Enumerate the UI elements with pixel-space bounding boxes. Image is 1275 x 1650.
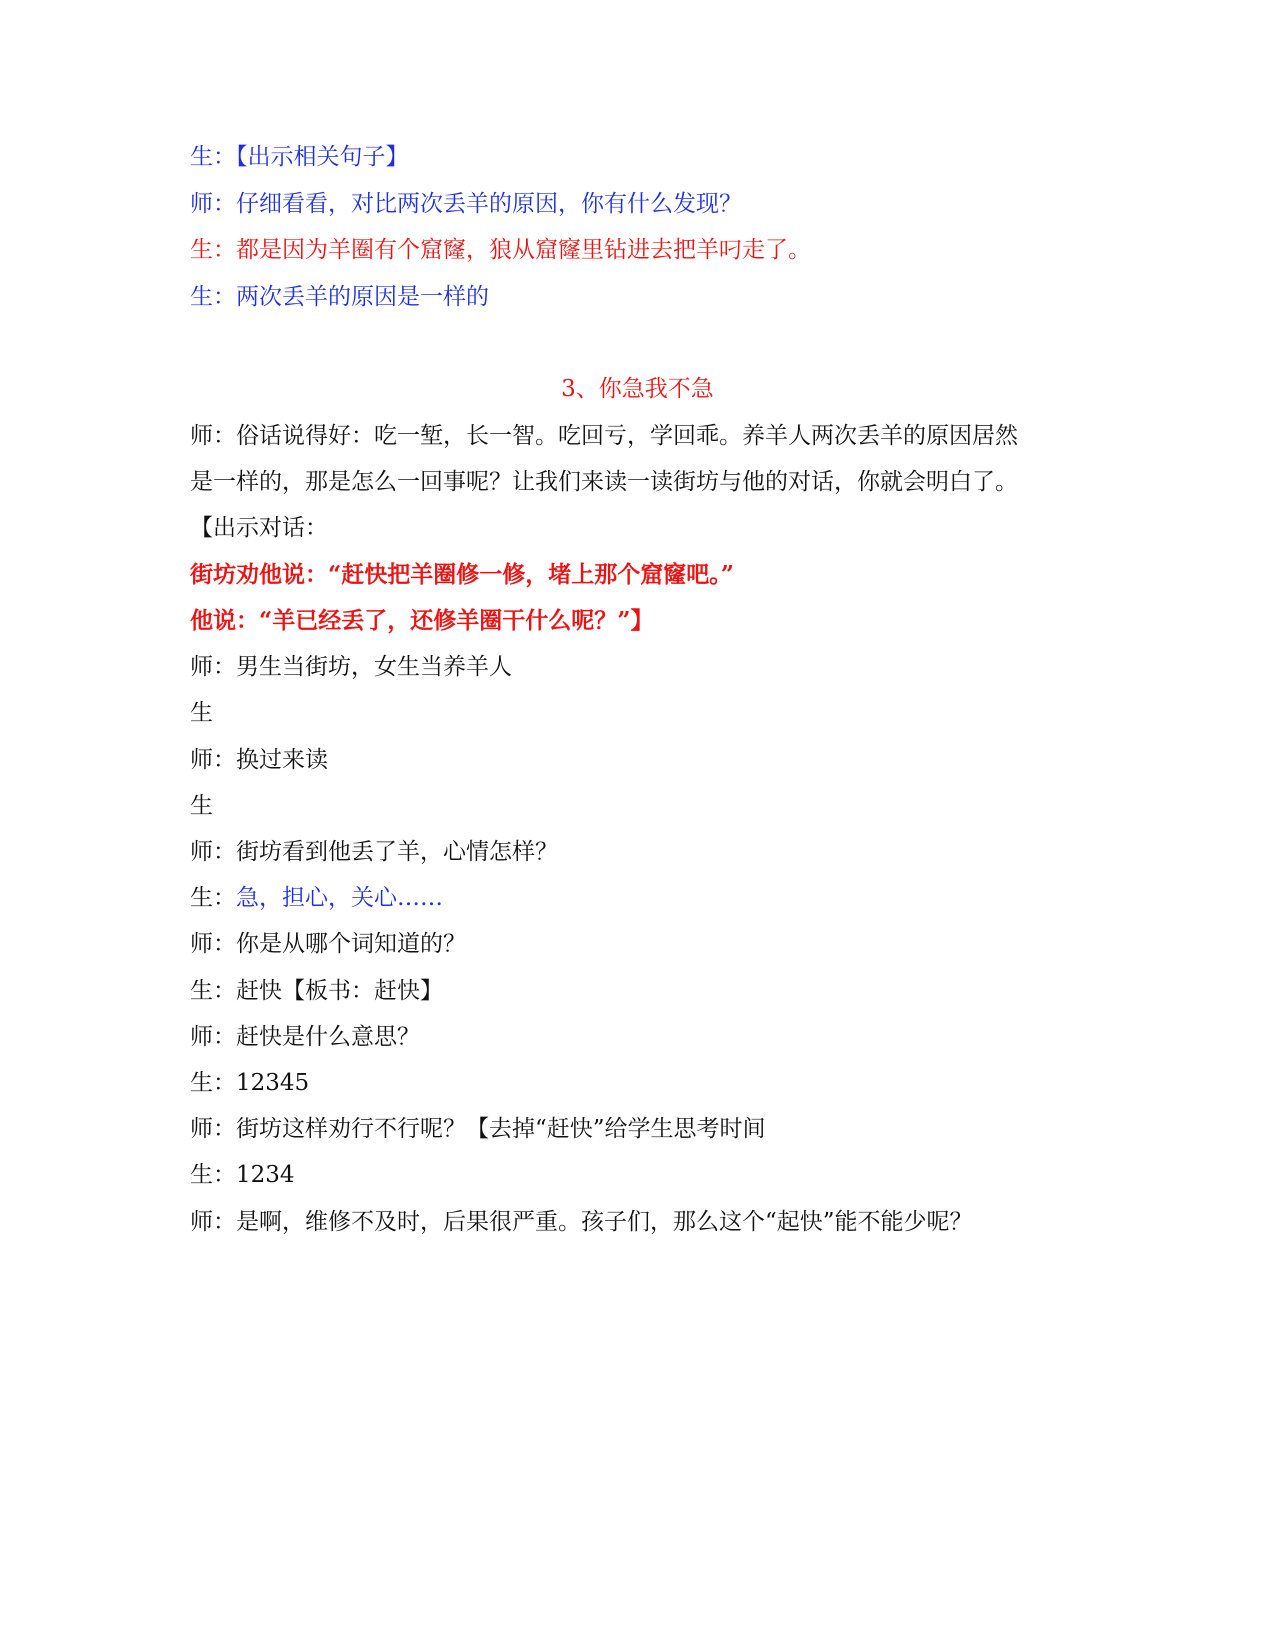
student-label: 生： bbox=[190, 885, 236, 911]
line-teacher-mood: 师：街坊看到他丢了羊，心情怎样？ bbox=[190, 839, 558, 865]
line-teacher-compare: 师：仔细看看，对比两次丢羊的原因，你有什么发现？ bbox=[190, 191, 742, 217]
line-student-same-reason: 生：两次丢羊的原因是一样的 bbox=[190, 284, 489, 310]
paragraph-line-2: 是一样的，那是怎么一回事呢？让我们来读一读街坊与他的对话，你就会明白了。 bbox=[190, 469, 1018, 495]
dialogue-neighbor: 街坊劝他说：“赶快把羊圈修一修，堵上那个窟窿吧。” bbox=[190, 561, 734, 588]
line-student-2: 生 bbox=[190, 793, 213, 819]
line-conclusion: 师：是啊，维修不及时，后果很严重。孩子们，那么这个“起快”能不能少呢？ bbox=[190, 1209, 973, 1235]
paragraph-line-1: 师：俗话说得好：吃一堑，长一智。吃回亏，学回乖。养羊人两次丢羊的原因居然 bbox=[190, 423, 1018, 449]
line-student-12345: 生：12345 bbox=[190, 1070, 310, 1096]
line-switch-reading: 师：换过来读 bbox=[190, 747, 328, 773]
show-dialogue-label: 【出示对话： bbox=[190, 515, 328, 541]
line-remove-hurry: 师：街坊这样劝行不行呢？【去掉“赶快”给学生思考时间 bbox=[190, 1116, 766, 1142]
line-roles: 师：男生当街坊，女生当养羊人 bbox=[190, 654, 512, 680]
line-student-mood bbox=[190, 883, 443, 913]
line-student-hole: 生：都是因为羊圈有个窟窿，狼从窟窿里钻进去把羊叼走了。 bbox=[190, 237, 811, 263]
line-hurry-meaning: 师：赶快是什么意思？ bbox=[190, 1024, 420, 1050]
dialogue-shepherd: 他说：“羊已经丢了，还修羊圈干什么呢？”】 bbox=[190, 607, 654, 634]
line-hurry-board: 生：赶快【板书：赶快】 bbox=[190, 978, 443, 1004]
section-heading: 3、你急我不急 bbox=[561, 376, 714, 402]
student-mood-answer: 急，担心，关心…… bbox=[236, 885, 443, 911]
line-student-1234: 生：1234 bbox=[190, 1162, 295, 1188]
line-which-word: 师：你是从哪个词知道的？ bbox=[190, 931, 466, 957]
line-show-sentences: 生：【出示相关句子】 bbox=[190, 144, 409, 170]
line-student-1: 生 bbox=[190, 700, 213, 726]
